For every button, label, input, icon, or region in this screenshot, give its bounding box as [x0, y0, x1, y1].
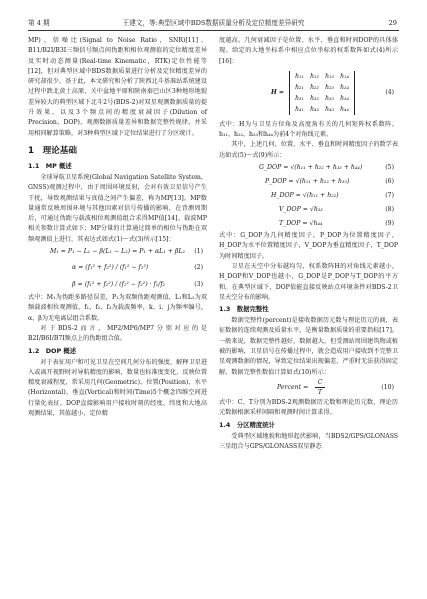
equation-10-denominator: T	[317, 388, 323, 396]
matrix-cell: h₁₂	[310, 72, 319, 80]
dop-formula-intro: 其中，上述几何、位置、水平、垂直和时间精度因子的数学表达如式(5)～式(9)所示：	[219, 141, 398, 159]
equation-5-body: G_DOP = √(h₁₁ + h₂₂ + h₃₃ + h₄₄)	[259, 164, 363, 172]
matrix-cell: h₃₂	[310, 94, 319, 102]
matrix-cell: h₄₂	[310, 105, 319, 113]
equation-9-body: T_DOP = √h₄₄	[279, 220, 323, 228]
matrix-cell: h₄₁	[295, 105, 304, 113]
equation-6-number: (6)	[385, 178, 394, 186]
matrix-cell: h₂₄	[340, 83, 349, 91]
section-1-4-heading: 1.4 分区精度统计	[219, 420, 276, 429]
matrix-cell: h₄₄	[340, 105, 349, 113]
equation-4-number: (4)	[385, 88, 394, 96]
equation-legend: 式中：M₁为伪距多路径误差，P₁为双频伪距观测值，L₁和L₂为双频载波相位观测值，f₁、f₂、f₃为载波频率，k、i、j为频率编号，α、β为无电离层组合系数。	[28, 294, 207, 322]
zoning-paragraph: 受典型区域地貌和地形起伏影响，当BDS2/GPS/GLONASS三星组合与GPS/GLONASS双星静态	[219, 432, 398, 450]
equation-5	[219, 161, 398, 175]
dop-continued-paragraph: 度越高。几何衰减因子是位置、水平、垂直和时间DOP的具体体现。给定的大地坐标系中相应点位坐标的权系数阵如式(4)所示[16]：	[219, 37, 398, 65]
matrix-cell: h₃₁	[295, 94, 304, 102]
intro-paragraph: MP)、信噪比(Signal to Noise Ratio，SNR)[11]、B11/B2I/B3I三频信号频点间伪距和相位观测值的定位精度差异及实时动态测量(Real-time Kinematic，RTK)定位性能等[12]，但对典型区域中BDS数据质量进行分析及定位精度差异的研究却很少。基于此，本文研究和分析了陕西北斗基准站系统建设过程中跌北黄土高原、关中盆地平原和陕南秦巴山区3种地形地貌差异较大的典型区域下北斗2号(BDS-2)对双星观测数据质量的提升效果，以及3个频点间的精度衰减因子(Dilution of Precision，DOP)、观测数据质量差异和数据完整性规律，并采用相同解算策略，对3种典型区域下定位结果进行了分区统计。	[28, 37, 207, 137]
matrix-cell: h₃₄	[340, 94, 349, 102]
mp-paragraph: 全球导航卫星系统(Global Navigation Satellite System，GNSS)观测过程中，由于周围环境反射，会对有效卫星信号产生干扰，导致观测结果与真值之间产生偏差，称为MP[13]。MP数量通常反映周围环境与其他因素对信号传播的影响，在背测周期后，可通过伪距与载波相位观测值组合求得MP值[14]。载波MP相关参数计算式如下；MP分量的计算通过简单的相位与伪距在双频观测值上进行，其表达式如式(1)～式(3)所示[15]：	[28, 173, 207, 243]
equation-9-number: (9)	[385, 220, 394, 228]
section-1-2-heading: 1.2 DOP 概述	[28, 346, 77, 355]
matrix-row	[290, 82, 354, 93]
page-number: 29	[388, 19, 397, 27]
matrix-row	[290, 71, 354, 82]
matrix-lhs: H =	[271, 88, 284, 96]
section-1-1-heading: 1.1 MP 概述	[28, 161, 72, 170]
dop-paragraph: 对于表征用户和可见卫星在空间几何分布的强度，解释卫星进入或离开视野时对导航精度的影响，数量也标准度变化，反映位置精度衰减程度，常采用几何(Geometric)、位置(Position)、水平(Horizontal)、垂直(Vertical)和时间(Time)5个概念四维空间进行量化表征。DOP直接影响用户接收时刻的经度、纬度和大地高观测结果，其值越小，定位精	[28, 358, 207, 418]
equation-6-body: P_DOP = √(h₁₁ + h₂₂ + h₃₃)	[265, 178, 350, 186]
equation-7-number: (7)	[385, 192, 394, 200]
matrix-row	[290, 93, 354, 104]
matrix-cell: h₄₃	[325, 105, 334, 113]
equation-3-number: (3)	[194, 281, 203, 289]
issue-label: 第 4 期	[28, 19, 50, 27]
right-column	[219, 36, 398, 452]
equation-3-body: β = (f₁² + f₂²) / (f₁² − f₂²) · f₁/f₂	[72, 281, 166, 289]
equation-10-lhs: Percent =	[277, 383, 309, 391]
matrix-cell: h₁₄	[340, 72, 349, 80]
dop-legend: 式中：G_DOP为几何精度因子，P_DOP为位置精度因子，H_DOP为水平位置精度因子，V_DOP为垂直精度因子，T_DOP为时间精度因子。	[219, 232, 398, 260]
equation-9	[219, 217, 398, 231]
equation-5-number: (5)	[385, 164, 394, 172]
equation-4-matrix	[219, 70, 398, 116]
equation-6	[219, 175, 398, 189]
equation-2	[28, 259, 207, 276]
left-column	[28, 36, 207, 419]
completeness-paragraph: 数据完整性(percent)是接收数据历元数与理论历元的商，表征数据的连续观测及质量水平，是衡量数据质量的重要指标[17]。一般来说，数据完整性越好，数据越大，但受测站周围建筑物或植被的影响，卫星信号在传播过程中，就会造成用户接收到不完整卫星观测数据的情况，导致定位结果出现偏差，严重时无法获得固定解。数据完整性数值计算如式(10)所示：	[219, 317, 398, 376]
matrix-cell: h₁₁	[295, 72, 304, 80]
dop-distribution-paragraph: 卫星在天空中分布越均匀，权系数阵H的对角线元素越小，H_DOP和V_DOP也越小，G_DOP是P_DOP与T_DOP的平方和。在典型区域下，DOP值能直接反映站点环境条件对BDS-2卫星天空分布的影响。	[219, 262, 398, 301]
bds2-mp-note: 对于BDS-2而言，MP2/MP6/MP7分别对应的是B2I/B6I/B7I频点上的伪距组合值。	[28, 324, 207, 343]
equation-1	[28, 245, 207, 259]
equation-2-number: (2)	[194, 264, 203, 272]
completeness-legend: 式中：C、T分别为BDS-2观测数据历元数和理论历元数，理论历元数据根据采样间隔和观测时间计算求得。	[219, 398, 398, 417]
equation-7	[219, 189, 398, 203]
equation-10-number: (10)	[381, 383, 394, 391]
matrix-grid	[289, 71, 355, 115]
matrix-cell: h₁₃	[325, 72, 334, 80]
equation-10-numerator: C	[315, 378, 325, 388]
matrix-cell: h₂₂	[310, 83, 319, 91]
section-1-heading: 1 理论基础	[28, 145, 77, 156]
equation-7-body: H_DOP = √(h₁₁ + h₂₂)	[271, 192, 339, 200]
equation-8-body: V_DOP = √h₃₃	[279, 206, 323, 214]
matrix-row	[290, 104, 354, 115]
equation-8-number: (8)	[385, 206, 394, 214]
equation-2-body: α = (f₁² + f₂²) / (f₁² − f₂²)	[72, 264, 149, 272]
equation-8	[219, 203, 398, 217]
equation-1-body: M₁ = P₁ − L₁ − β(L₁ − L₂) = P₁ + αL₁ + βL₂	[50, 248, 186, 256]
section-1-3-heading: 1.3 数据完整性	[219, 305, 269, 314]
matrix-cell: h₂₃	[325, 83, 334, 91]
matrix-legend: 式中：H为与卫星方位角及高度角有关的几何矩阵权系数阵，h₁₁、h₂₂、h₃₃和h₄₄为前4个对角线元素。	[219, 120, 398, 139]
equation-10-fraction	[315, 378, 325, 397]
equation-10	[219, 378, 398, 398]
running-title: 王建文，等:典型区域中BDS数据质量分析及定位精度差异研究	[122, 19, 305, 27]
matrix-cell: h₃₃	[325, 94, 334, 102]
equation-3	[28, 276, 207, 293]
equation-1-number: (1)	[194, 248, 203, 256]
running-header	[28, 16, 399, 31]
matrix-cell: h₂₁	[295, 83, 304, 91]
